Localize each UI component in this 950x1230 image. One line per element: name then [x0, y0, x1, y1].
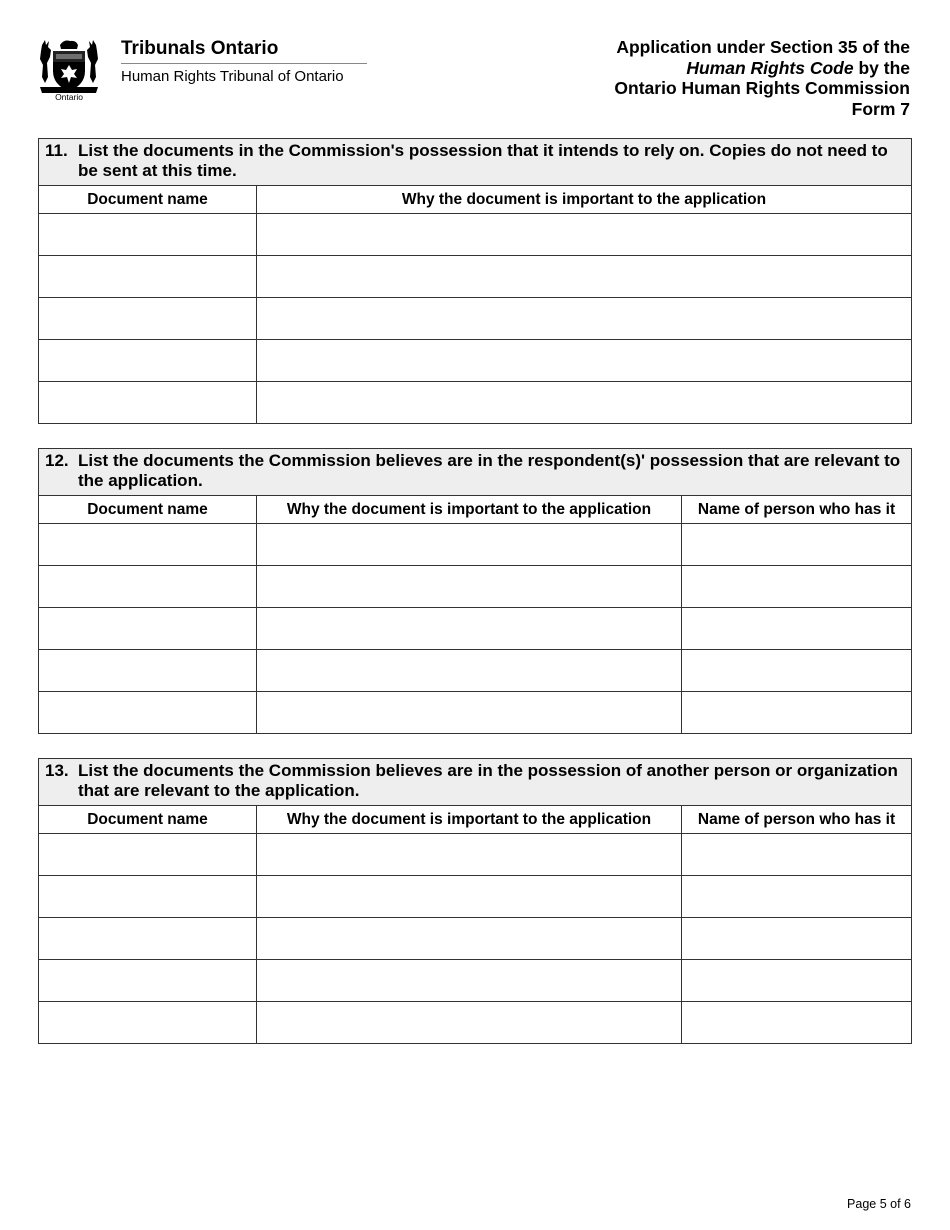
- form-title-code-name: Human Rights Code: [686, 57, 854, 78]
- document-name-input[interactable]: [39, 692, 256, 733]
- why-important-cell[interactable]: [257, 960, 682, 1002]
- table-row: [39, 692, 912, 734]
- document-name-input[interactable]: [39, 608, 256, 649]
- person-name-input[interactable]: [682, 918, 911, 959]
- why-important-cell[interactable]: [257, 1002, 682, 1044]
- why-important-input[interactable]: [257, 214, 911, 255]
- document-name-cell[interactable]: [39, 918, 257, 960]
- person-name-input[interactable]: [682, 608, 911, 649]
- column-header-why-important: Why the document is important to the application: [257, 496, 682, 524]
- person-name-cell[interactable]: [682, 918, 912, 960]
- question-number: 11.: [45, 141, 68, 160]
- person-name-input[interactable]: [682, 834, 911, 875]
- document-name-cell[interactable]: [39, 1002, 257, 1044]
- why-important-input[interactable]: [257, 566, 681, 607]
- why-important-input[interactable]: [257, 960, 681, 1001]
- person-name-input[interactable]: [682, 650, 911, 691]
- question-text: List the documents the Commission believes are in the respondent(s)' possession that are relevant to the application.: [78, 451, 901, 490]
- section-12: [38, 448, 911, 734]
- table-row: [39, 298, 912, 340]
- document-name-input[interactable]: [39, 298, 256, 339]
- document-name-input[interactable]: [39, 876, 256, 917]
- person-name-input[interactable]: [682, 876, 911, 917]
- document-name-input[interactable]: [39, 524, 256, 565]
- document-name-cell[interactable]: [39, 382, 257, 424]
- why-important-input[interactable]: [257, 876, 681, 917]
- form-title-line3: Ontario Human Rights Commission: [614, 78, 910, 98]
- table-row: [39, 608, 912, 650]
- why-important-input[interactable]: [257, 256, 911, 297]
- why-important-cell[interactable]: [257, 340, 912, 382]
- logo-caption: Ontario: [55, 92, 83, 102]
- document-name-input[interactable]: [39, 340, 256, 381]
- organization-block: [121, 38, 367, 87]
- document-name-cell[interactable]: [39, 876, 257, 918]
- question-text: List the documents the Commission believes are in the possession of another person or organization that are relevant to the application.: [78, 761, 898, 800]
- document-name-input[interactable]: [39, 256, 256, 297]
- question-text: List the documents in the Commission's possession that it intends to rely on. Copies do not need to be sent at this time.: [78, 141, 888, 180]
- document-name-input[interactable]: [39, 214, 256, 255]
- column-header-person-name: Name of person who has it: [682, 496, 912, 524]
- document-name-cell[interactable]: [39, 340, 257, 382]
- form-number: Form 7: [851, 98, 910, 119]
- form-title-line1: Application under Section 35 of the: [616, 37, 910, 57]
- question-header: [39, 139, 912, 186]
- person-name-cell[interactable]: [682, 650, 912, 692]
- person-name-input[interactable]: [682, 524, 911, 565]
- column-header-why-important: Why the document is important to the application: [257, 806, 682, 834]
- why-important-cell[interactable]: [257, 876, 682, 918]
- why-important-cell[interactable]: [257, 298, 912, 340]
- why-important-input[interactable]: [257, 340, 911, 381]
- section-11: [38, 138, 911, 424]
- person-name-cell[interactable]: [682, 960, 912, 1002]
- table-row: [39, 650, 912, 692]
- why-important-cell[interactable]: [257, 256, 912, 298]
- why-important-input[interactable]: [257, 608, 681, 649]
- person-name-input[interactable]: [682, 960, 911, 1001]
- document-name-cell[interactable]: [39, 214, 257, 256]
- page-number: Page 5 of 6: [847, 1197, 911, 1211]
- why-important-input[interactable]: [257, 918, 681, 959]
- document-name-cell[interactable]: [39, 960, 257, 1002]
- why-important-input[interactable]: [257, 834, 681, 875]
- why-important-cell[interactable]: [257, 608, 682, 650]
- document-name-cell[interactable]: [39, 608, 257, 650]
- table-row: [39, 382, 912, 424]
- document-name-cell[interactable]: [39, 834, 257, 876]
- document-name-input[interactable]: [39, 1002, 256, 1043]
- person-name-input[interactable]: [682, 566, 911, 607]
- column-header-why-important: Why the document is important to the application: [257, 186, 912, 214]
- document-name-cell[interactable]: [39, 256, 257, 298]
- table-row: [39, 834, 912, 876]
- why-important-input[interactable]: [257, 298, 911, 339]
- question-header: [39, 449, 912, 496]
- table-row: [39, 918, 912, 960]
- documents-table-12: [38, 448, 912, 734]
- person-name-cell[interactable]: [682, 1002, 912, 1044]
- org-subtitle: Human Rights Tribunal of Ontario: [121, 68, 344, 85]
- person-name-cell[interactable]: [682, 608, 912, 650]
- org-divider: [121, 63, 367, 64]
- form-title: [510, 37, 910, 119]
- question-number: 13.: [45, 761, 69, 780]
- why-important-cell[interactable]: [257, 566, 682, 608]
- why-important-cell[interactable]: [257, 918, 682, 960]
- table-row: [39, 960, 912, 1002]
- table-row: [39, 214, 912, 256]
- why-important-cell[interactable]: [257, 834, 682, 876]
- form-title-line2: [510, 58, 910, 79]
- table-row: [39, 524, 912, 566]
- why-important-input[interactable]: [257, 524, 681, 565]
- document-name-input[interactable]: [39, 918, 256, 959]
- document-name-input[interactable]: [39, 650, 256, 691]
- org-title: Tribunals Ontario: [121, 38, 279, 59]
- column-header-person-name: Name of person who has it: [682, 806, 912, 834]
- document-name-cell[interactable]: [39, 566, 257, 608]
- document-name-input[interactable]: [39, 960, 256, 1001]
- person-name-cell[interactable]: [682, 692, 912, 734]
- form-title-line2-rest: by the: [853, 57, 910, 78]
- person-name-cell[interactable]: [682, 876, 912, 918]
- question-header: [39, 759, 912, 806]
- column-header-document-name: Document name: [39, 186, 257, 214]
- question-number: 12.: [45, 451, 69, 470]
- why-important-input[interactable]: [257, 650, 681, 691]
- document-name-cell[interactable]: [39, 524, 257, 566]
- person-name-cell[interactable]: [682, 834, 912, 876]
- section-13: [38, 758, 911, 1044]
- person-name-input[interactable]: [682, 692, 911, 733]
- table-row: [39, 1002, 912, 1044]
- document-name-input[interactable]: [39, 834, 256, 875]
- document-name-input[interactable]: [39, 566, 256, 607]
- person-name-input[interactable]: [682, 1002, 911, 1043]
- why-important-cell[interactable]: [257, 214, 912, 256]
- why-important-cell[interactable]: [257, 382, 912, 424]
- why-important-cell[interactable]: [257, 650, 682, 692]
- why-important-input[interactable]: [257, 1002, 681, 1043]
- document-name-cell[interactable]: [39, 298, 257, 340]
- table-row: [39, 566, 912, 608]
- person-name-cell[interactable]: [682, 524, 912, 566]
- why-important-cell[interactable]: [257, 692, 682, 734]
- why-important-cell[interactable]: [257, 524, 682, 566]
- page-header: [0, 0, 950, 120]
- documents-table-13: [38, 758, 912, 1044]
- document-name-input[interactable]: [39, 382, 256, 423]
- document-name-cell[interactable]: [39, 692, 257, 734]
- person-name-cell[interactable]: [682, 566, 912, 608]
- column-header-document-name: Document name: [39, 806, 257, 834]
- document-name-cell[interactable]: [39, 650, 257, 692]
- why-important-input[interactable]: [257, 382, 911, 423]
- column-header-document-name: Document name: [39, 496, 257, 524]
- why-important-input[interactable]: [257, 692, 681, 733]
- table-row: [39, 340, 912, 382]
- table-row: [39, 256, 912, 298]
- table-row: [39, 876, 912, 918]
- documents-table-11: [38, 138, 912, 424]
